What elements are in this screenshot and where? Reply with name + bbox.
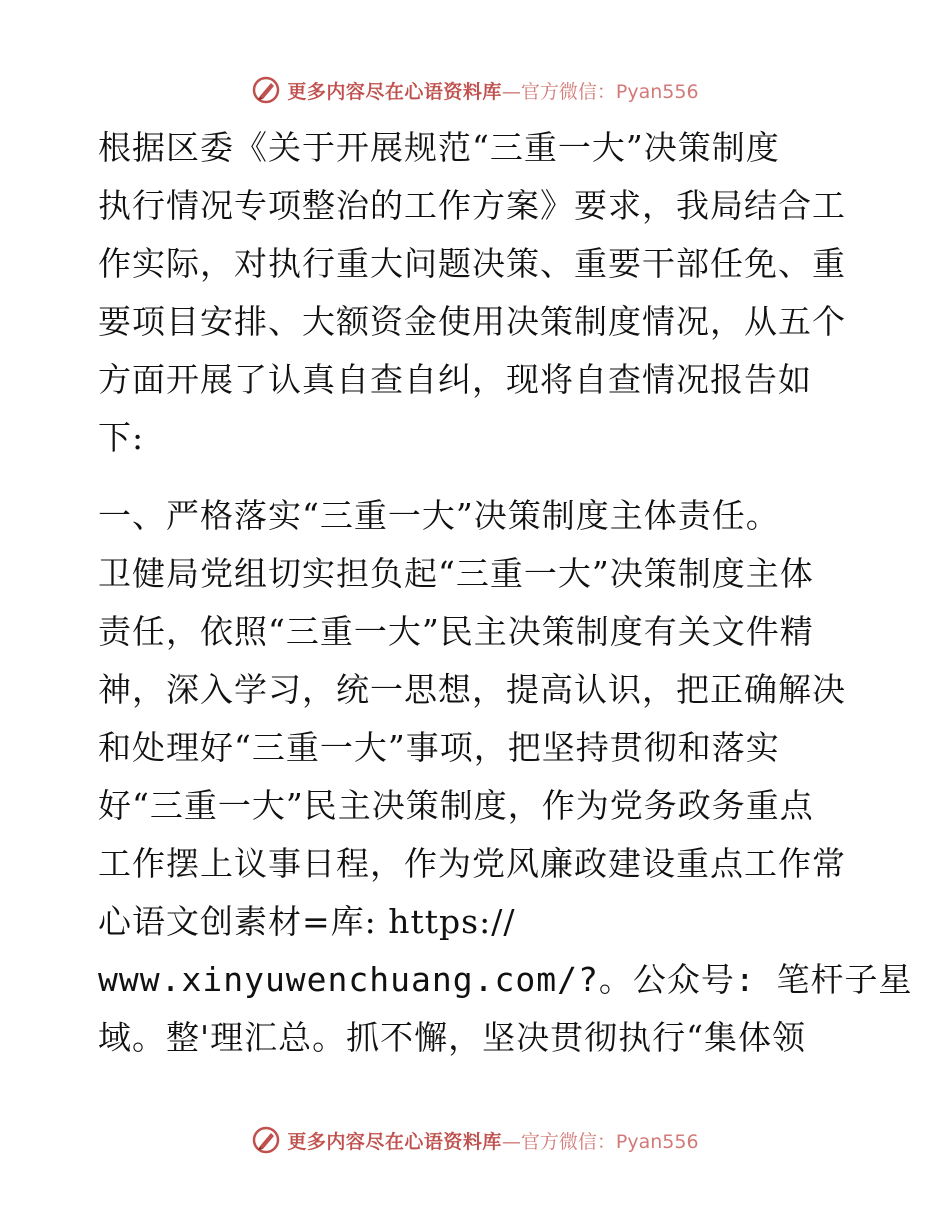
text-line: 域。整'理汇总。抓不懈，坚决贯彻执行“集体领 — [98, 1018, 806, 1057]
header-watermark — [0, 70, 950, 110]
footer-watermark-main: 更多内容尽在心语资料库 — [287, 1130, 502, 1153]
text-line: 作实际，对执行重大问题决策、重要干部任免、重 — [98, 244, 846, 283]
footer-watermark-sub: —官方微信：Pyan556 — [501, 1130, 699, 1153]
text-line: www.xinyuwenchuang.com/?。公众号: 笔杆子星 — [98, 960, 913, 999]
text-line: 下: — [98, 418, 145, 457]
red-pen-circle-icon — [251, 1125, 281, 1155]
text-line: 工作摆上议事日程，作为党风廉政建设重点工作常 — [98, 844, 846, 883]
section-heading-line: 一、严格落实“三重一大”决策制度主体责任。 — [98, 496, 780, 535]
text-line: 好“三重一大”民主决策制度，作为党务政务重点 — [98, 786, 814, 825]
red-pen-circle-icon — [251, 75, 281, 105]
text-line: 和处理好“三重一大”事项，把坚持贯彻和落实 — [98, 728, 780, 767]
paragraph-section-one — [98, 496, 913, 1057]
text-line: 根据区委《关于开展规范“三重一大”决策制度 — [98, 128, 780, 167]
text-line: 卫健局党组切实担负起“三重一大”决策制度主体 — [98, 554, 814, 593]
footer-watermark — [0, 1120, 950, 1160]
text-line: 执行情况专项整治的工作方案》要求，我局结合工 — [98, 186, 846, 225]
text-line: 方面开展了认真自查自纠，现将自查情况报告如 — [98, 360, 812, 399]
text-line: 神，深入学习，统一思想，提高认识，把正确解决 — [98, 670, 846, 709]
header-watermark-sub: —官方微信：Pyan556 — [501, 80, 699, 103]
header-watermark-main: 更多内容尽在心语资料库 — [287, 80, 502, 103]
text-line: 心语文创素材=库: https:// — [98, 902, 516, 941]
text-line: 要项目安排、大额资金使用决策制度情况，从五个 — [98, 302, 846, 341]
text-line: 责任，依照“三重一大”民主决策制度有关文件精 — [98, 612, 814, 651]
document-body — [98, 128, 913, 1076]
paragraph-intro — [98, 128, 858, 457]
